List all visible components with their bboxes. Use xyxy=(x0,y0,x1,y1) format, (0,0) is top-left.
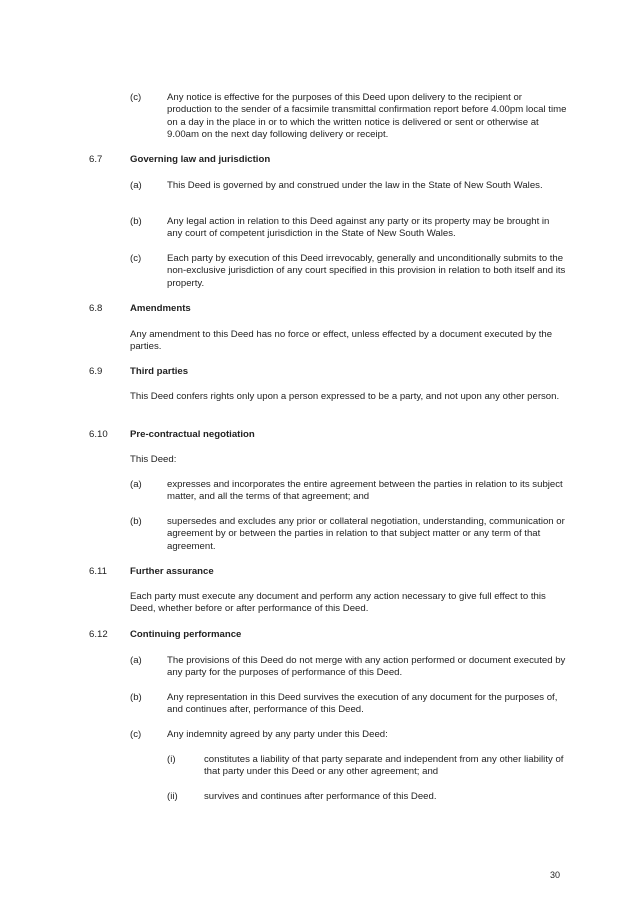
section-heading: Pre-contractual negotiation xyxy=(130,429,255,440)
clause-text: Any notice is effective for the purposes of this Deed upon delivery to the recipient or production to the sender of a facsimile transmittal confirmation report before 4.00pm local time on a day in the place in or to which the written notice is delivered or sent or otherwise at 9.00am on the next day following delivery or receipt. xyxy=(167,92,567,141)
clause-text: supersedes and excludes any prior or collateral negotiation, understanding, communication or agreement by or between the parties in relation to that subject matter or any term of that agreement. xyxy=(167,516,565,552)
clause-label: (c) xyxy=(130,729,142,740)
section-number: 6.10 xyxy=(89,429,108,440)
clause-text: Any representation in this Deed survives the execution of any document for the purposes of, and continues after, performance of this Deed. xyxy=(167,692,558,716)
clause-label: (a) xyxy=(130,655,142,666)
section-number: 6.8 xyxy=(89,303,103,314)
section-text: This Deed: xyxy=(130,454,177,465)
section-text: Each party must execute any document and perform any action necessary to give full effect to this Deed, whether before or after performance of this Deed. xyxy=(130,591,546,615)
section-heading: Amendments xyxy=(130,303,191,314)
subclause-label: (ii) xyxy=(167,791,178,802)
clause-label: (c) xyxy=(130,253,142,264)
section-heading: Continuing performance xyxy=(130,629,242,640)
clause-text: expresses and incorporates the entire agreement between the parties in relation to its subject matter, and all the terms of that agreement; and xyxy=(167,479,563,503)
clause-text: Any indemnity agreed by any party under this Deed: xyxy=(167,729,388,740)
section-heading: Third parties xyxy=(130,366,189,377)
section-number: 6.12 xyxy=(89,629,108,640)
section-number: 6.11 xyxy=(89,566,107,577)
clause-text: Any legal action in relation to this Deed against any party or its property may be brought in any court of competent jurisdiction in the State of New South Wales. xyxy=(167,216,550,240)
section-heading: Governing law and jurisdiction xyxy=(130,154,271,165)
section-number: 6.7 xyxy=(89,154,103,165)
subclause-text: survives and continues after performance of this Deed. xyxy=(204,791,437,802)
clause-label: (b) xyxy=(130,692,142,703)
page-number: 30 xyxy=(549,870,560,880)
clause-label: (a) xyxy=(130,479,142,490)
section-heading: Further assurance xyxy=(130,566,214,577)
section-text: Any amendment to this Deed has no force or effect, unless effected by a document executed by the parties. xyxy=(130,329,553,353)
clause-text: This Deed is governed by and construed under the law in the State of New South Wales. xyxy=(167,180,543,191)
clause-text: Each party by execution of this Deed irrevocably, generally and unconditionally submits to the non-exclusive jurisdiction of any court specified in this provision in relation to both itself and its property. xyxy=(167,253,566,289)
subclause-text: constitutes a liability of that party separate and independent from any other liability of that party under this Deed or any other agreement; and xyxy=(204,754,564,778)
subclause-label: (i) xyxy=(167,754,176,765)
clause-label: (b) xyxy=(130,516,142,527)
clause-label: (a) xyxy=(130,180,142,191)
section-text: This Deed confers rights only upon a person expressed to be a party, and not upon any other person. xyxy=(130,391,560,402)
section-number: 6.9 xyxy=(89,366,103,377)
clause-text: The provisions of this Deed do not merge with any action performed or document executed by any party for the purposes of performance of this Deed. xyxy=(167,655,566,679)
clause-label: (b) xyxy=(130,216,142,227)
clause-label: (c) xyxy=(130,92,142,103)
